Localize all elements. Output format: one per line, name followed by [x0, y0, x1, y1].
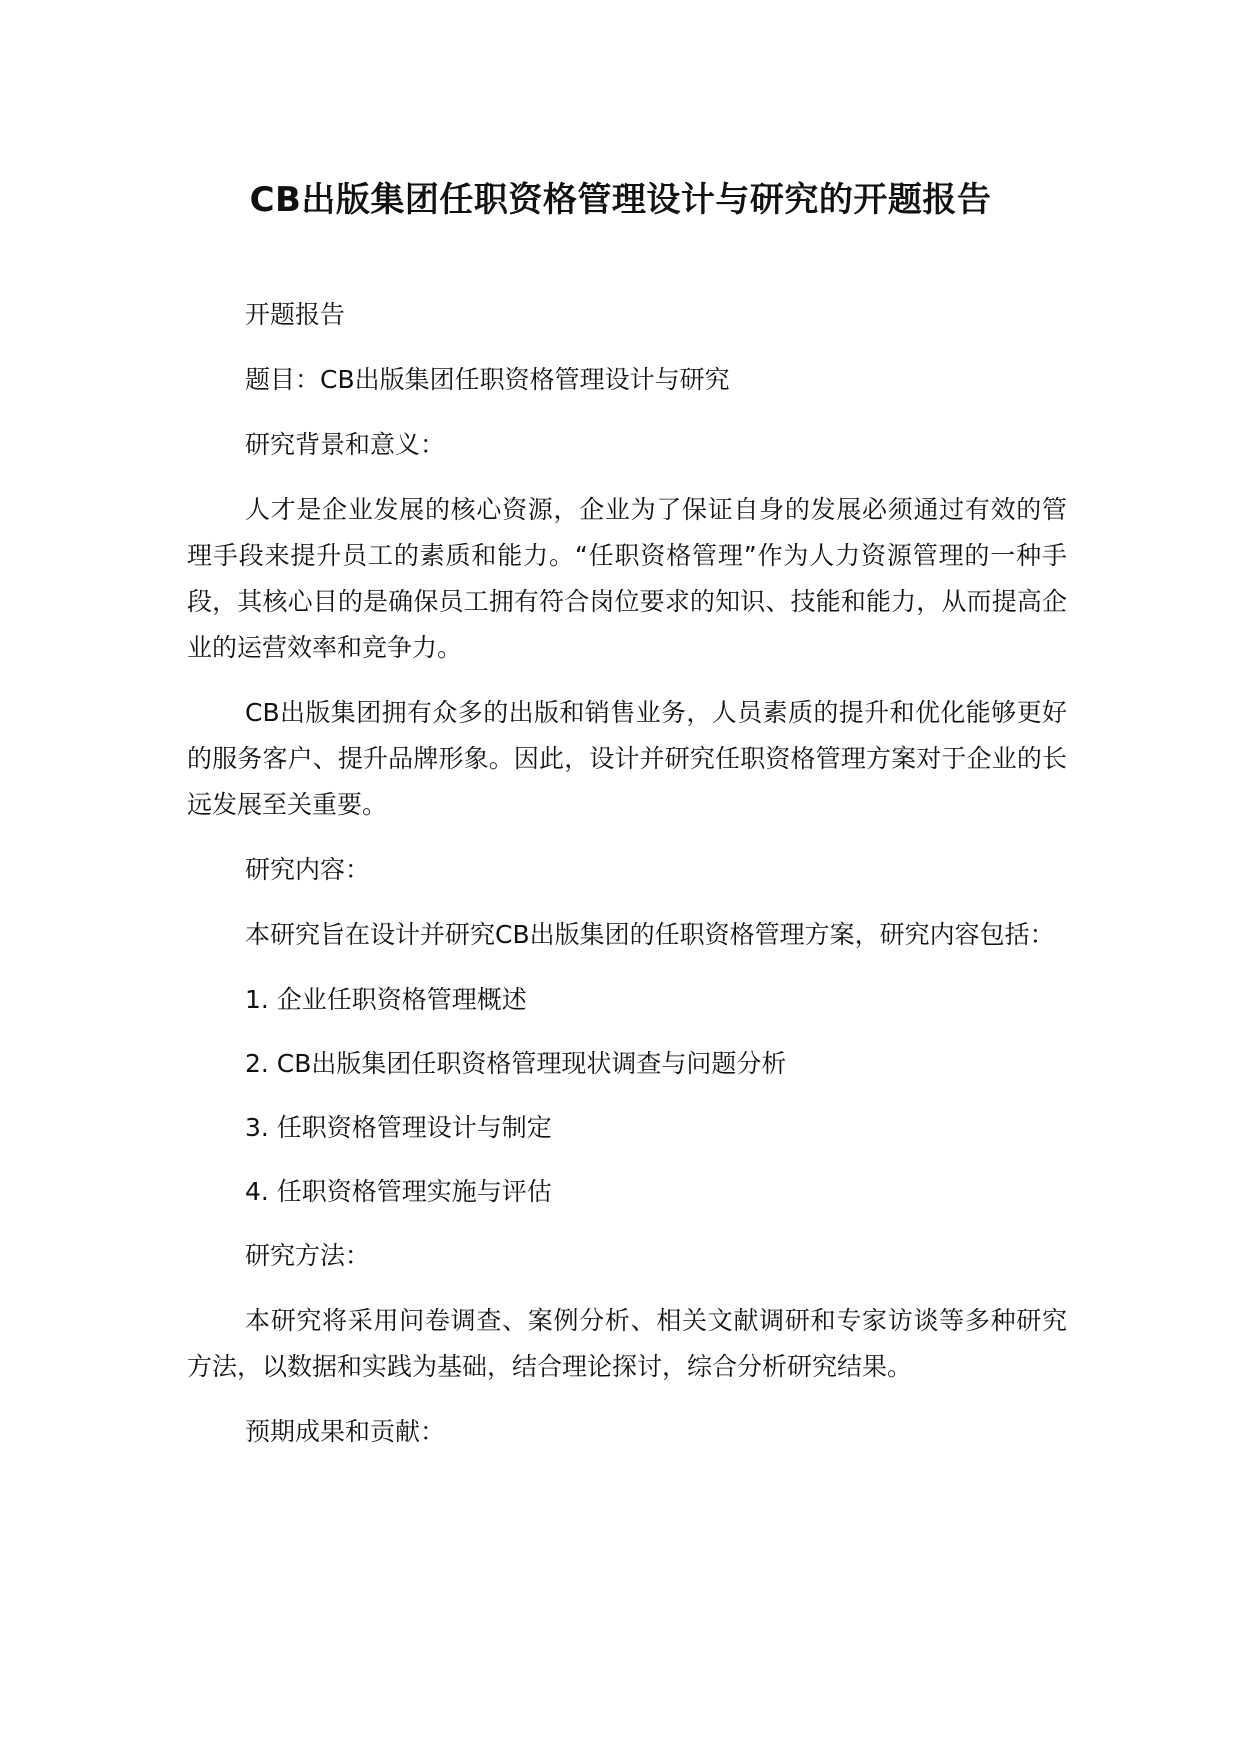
document-title: CB出版集团任职资格管理设计与研究的开题报告	[249, 180, 992, 220]
section-heading-report: 开题报告	[245, 300, 346, 329]
section-heading-methods: 研究方法：	[245, 1241, 371, 1270]
background-paragraph-2: CB出版集团拥有众多的出版和销售业务，人员素质的提升和优化能够更好的服务客户、提升品牌形象。因此，设计并研究任职资格管理方案对于企业的长远发展至关重要。	[187, 698, 1067, 819]
document-body	[187, 292, 1067, 1474]
content-list-item: 3. 任职资格管理设计与制定	[245, 1113, 552, 1142]
content-list-item: 1. 企业任职资格管理概述	[245, 985, 527, 1014]
section-heading-content: 研究内容：	[245, 855, 371, 884]
content-list-item: 4. 任职资格管理实施与评估	[245, 1177, 552, 1206]
content-intro-paragraph: 本研究旨在设计并研究CB出版集团的任职资格管理方案，研究内容包括：	[245, 920, 1055, 949]
section-heading-background: 研究背景和意义：	[245, 430, 446, 459]
background-paragraph-1: 人才是企业发展的核心资源，企业为了保证自身的发展必须通过有效的管理手段来提升员工的素质和能力。“任职资格管理”作为人力资源管理的一种手段，其核心目的是确保员工拥有符合岗位要求的知识、技能和能力，从而提高企业的运营效率和竞争力。	[187, 495, 1067, 662]
section-heading-outcomes: 预期成果和贡献：	[245, 1417, 446, 1446]
content-list-item: 2. CB出版集团任职资格管理现状调查与问题分析	[245, 1049, 787, 1078]
topic-line: 题目：CB出版集团任职资格管理设计与研究	[245, 365, 730, 394]
methods-paragraph: 本研究将采用问卷调查、案例分析、相关文献调研和专家访谈等多种研究方法，以数据和实践为基础，结合理论探讨，综合分析研究结果。	[187, 1306, 1067, 1381]
